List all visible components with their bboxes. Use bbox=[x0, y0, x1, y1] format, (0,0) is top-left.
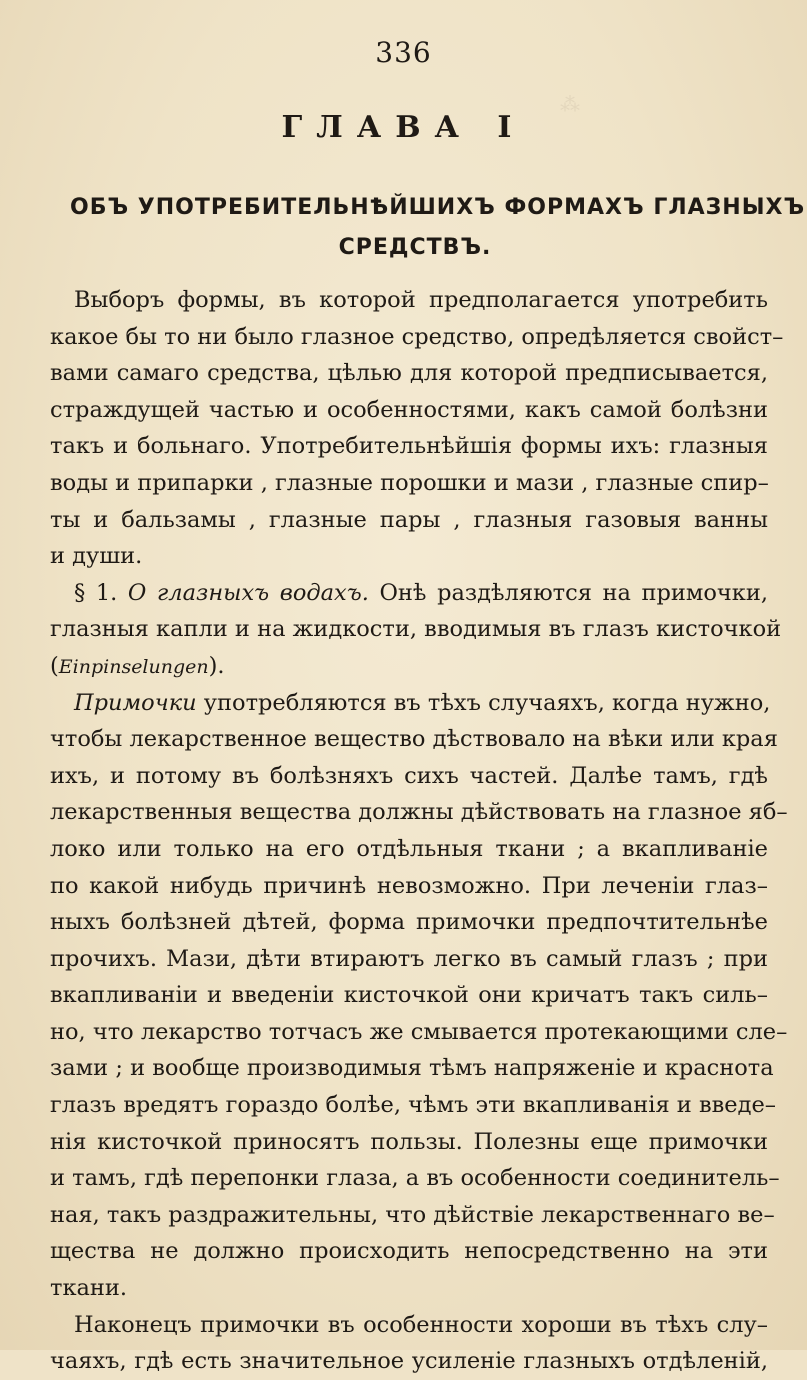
text-line: по какой нибудь причинѣ невозможно. При леченіи глаз– bbox=[50, 872, 768, 899]
text-line: глазъ вредятъ гораздо болѣе, чѣмъ эти вкапливанія и введе– bbox=[50, 1092, 777, 1119]
text-line: ты и бальзамы , глазные пары , глазныя газовыя ванны bbox=[50, 506, 768, 533]
text-line: ихъ, и потому въ болѣзняхъ сихъ частей. Далѣе тамъ, гдѣ bbox=[50, 762, 768, 789]
german-term: Einpinselungen bbox=[58, 655, 209, 678]
text-line: локо или только на его отдѣльныя ткани ; а вкапливаніе bbox=[50, 835, 768, 862]
text-line: вами самаго средства, цѣлью для которой предписывается, bbox=[50, 360, 768, 387]
text-line: чтобы лекарственное вещество дѣствовало на вѣки или края bbox=[50, 726, 778, 753]
section-heading-rest: Онѣ раздѣляются на примочки, bbox=[379, 579, 769, 606]
text-line: Примочки употребляются въ тѣхъ случаяхъ, когда нужно, bbox=[74, 689, 771, 716]
page-number: 336 bbox=[375, 36, 432, 69]
text-line: зами ; и вообще производимыя тѣмъ напряженіе и краснота bbox=[50, 1055, 774, 1082]
text-line: и души. bbox=[50, 543, 143, 570]
section-heading-line bbox=[50, 575, 768, 612]
text-line: страждущей частью и особенностями, какъ самой болѣзни bbox=[50, 396, 768, 423]
text-line: ная, такъ раздражительны, что дѣйствіе лекарственнаго ве– bbox=[50, 1201, 775, 1228]
text-line: (Einpinselungen). bbox=[50, 652, 225, 679]
section-title-line-2: СРЕДСТВЪ. bbox=[338, 235, 492, 260]
text-line: воды и припарки , глазные порошки и мази , глазные спир– bbox=[50, 469, 769, 496]
text-line: чаяхъ, гдѣ есть значительное усиленіе глазныхъ отдѣленій, bbox=[50, 1348, 768, 1375]
text-line: Выборъ формы, въ которой предполагается употребить bbox=[74, 287, 768, 313]
body-text bbox=[50, 282, 788, 1380]
section-title bbox=[70, 188, 806, 268]
section-sign: § 1. bbox=[74, 579, 118, 606]
text-line: Наконецъ примочки въ особенности хороши въ тѣхъ слу– bbox=[74, 1311, 768, 1338]
section-heading: О глазныхъ водахъ. bbox=[127, 579, 369, 606]
text-line: такъ и больнаго. Употребительнѣйшія формы ихъ: глазныя bbox=[50, 433, 768, 460]
text-line: и тамъ, гдѣ перепонки глаза, а въ особенности соединитель– bbox=[50, 1165, 780, 1192]
text-line: лекарственныя вещества должны дѣйствовать на глазное яб– bbox=[50, 799, 788, 826]
text-line: какое бы то ни было глазное средство, опредѣляется свойст– bbox=[50, 323, 784, 350]
text-line: щества не должно происходить непосредственно на эти bbox=[50, 1238, 768, 1265]
text-line: вкапливаніи и введеніи кисточкой они кричатъ такъ силь– bbox=[50, 982, 768, 1009]
bleed-through-text: ⁂ bbox=[560, 92, 580, 116]
text-line: прочихъ. Мази, дѣти втираютъ легко въ самый глазъ ; при bbox=[50, 945, 768, 972]
term-primochki: Примочки bbox=[74, 689, 197, 716]
section-title-line-1: ОБЪ УПОТРЕБИТЕЛЬНѢЙШИХЪ ФОРМАХЪ ГЛАЗНЫХЪ bbox=[70, 195, 806, 220]
chapter-title: ГЛАВА I bbox=[281, 110, 526, 145]
text-line: ткани. bbox=[50, 1275, 128, 1302]
text-line: но, что лекарство тотчасъ же смывается протекающими сле– bbox=[50, 1018, 788, 1045]
text-line: ныхъ болѣзней дѣтей, форма примочки предпочтительнѣе bbox=[50, 909, 768, 936]
text-line: нія кисточкой приносятъ пользы. Полезны еще примочки bbox=[50, 1128, 768, 1155]
text-line: глазныя капли и на жидкости, вводимыя въ глазъ кисточкой bbox=[50, 616, 782, 643]
